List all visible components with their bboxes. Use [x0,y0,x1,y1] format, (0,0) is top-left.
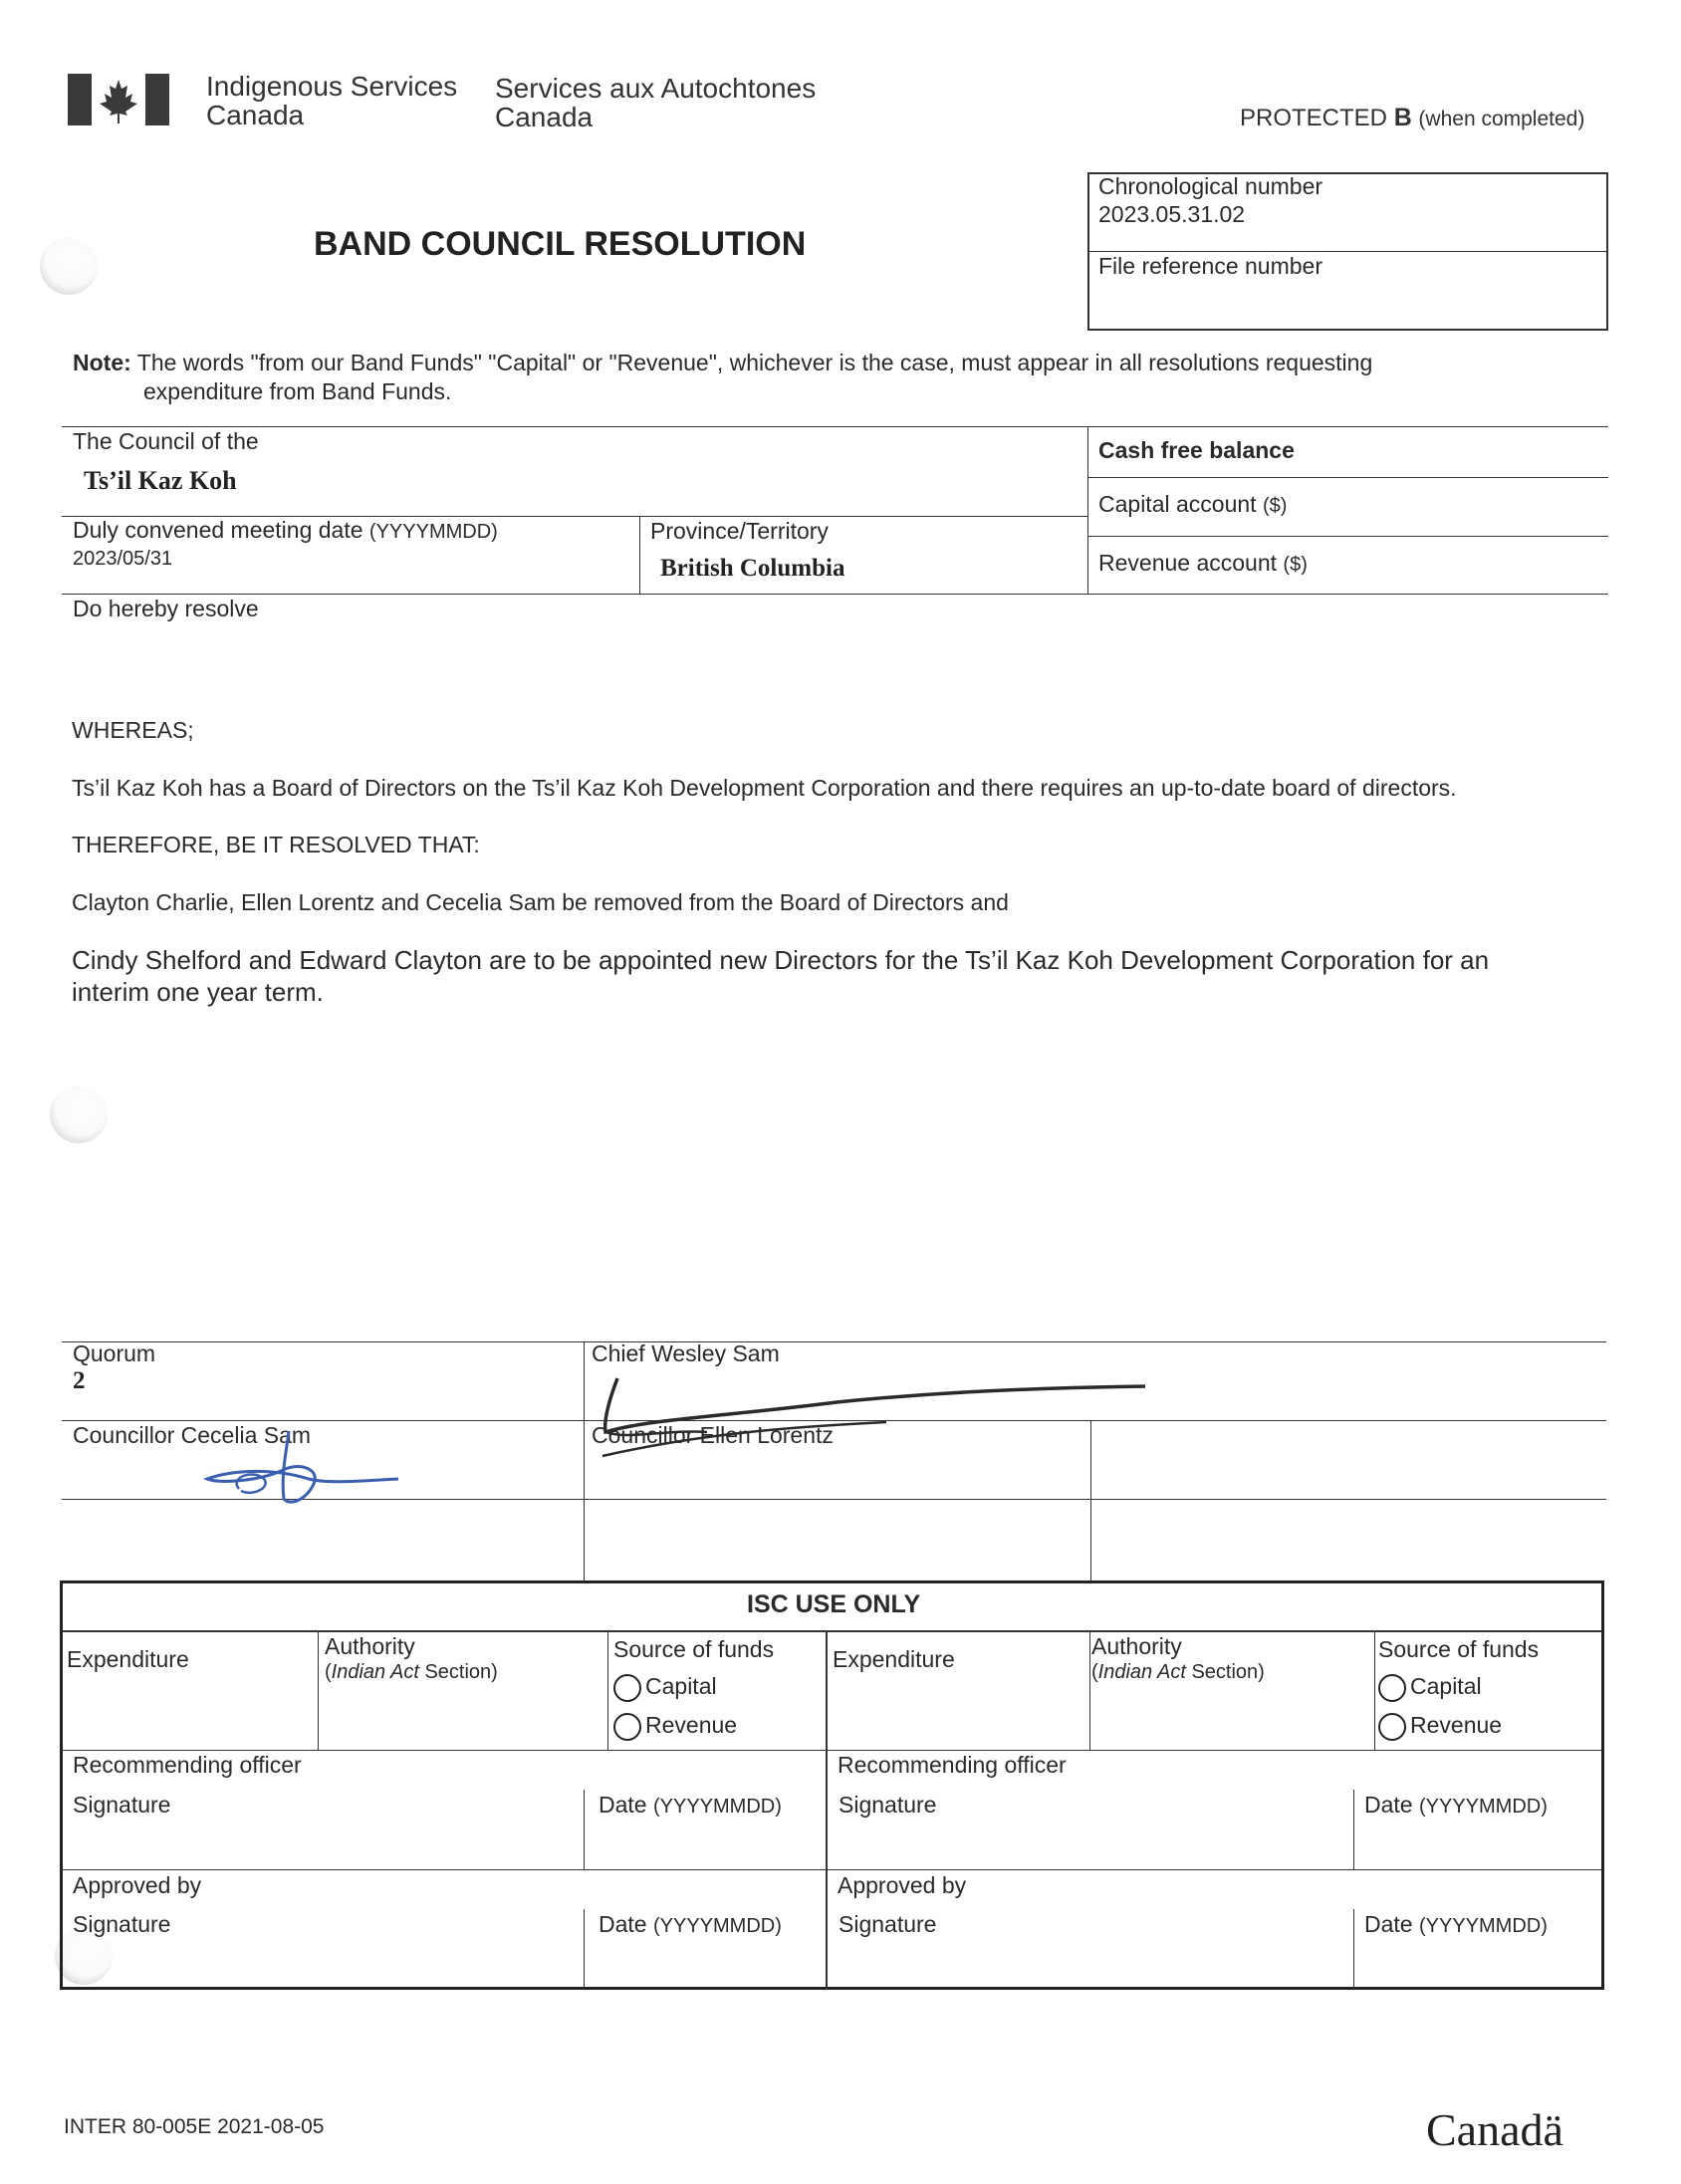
recommending-signature-label: Signature [73,1792,171,1818]
recommending-date-label-2: Date (YYYYMMDD) [1364,1792,1548,1818]
cash-free-balance-label: Cash free balance [1098,437,1295,463]
resolution-paragraph-1: Ts’il Kaz Koh has a Board of Directors on the Ts’il Kaz Koh Development Corporation and there requires an up-to-date board of directors. [72,775,1457,801]
resolve-label: Do hereby resolve [73,596,259,621]
recommending-officer-label-2: Recommending officer [838,1752,1067,1778]
approved-signature-label-2: Signature [839,1911,937,1937]
approved-date-label: Date (YYYYMMDD) [599,1911,782,1937]
canada-flag-icon [68,74,169,125]
recommending-officer-label: Recommending officer [73,1752,302,1778]
resolution-paragraph-3: Cindy Shelford and Edward Clayton are to be appointed new Directors for the Ts’il Kaz Koh Development Corporation for an interim one year term. [72,945,1490,1007]
revenue-account-label: Revenue account ($) [1098,550,1308,576]
expenditure-label: Expenditure [67,1646,189,1672]
isc-title: ISC USE ONLY [747,1590,921,1618]
form-code: INTER 80-005E 2021-08-05 [64,2115,325,2138]
quorum-value[interactable]: 2 [73,1367,86,1394]
file-reference-label: File reference number [1098,253,1322,279]
punch-hole [40,237,98,295]
department-name-fr: Services aux Autochtones Canada [495,73,817,132]
chief-signature-mark [588,1374,1155,1474]
therefore-heading: THEREFORE, BE IT RESOLVED THAT: [72,832,480,857]
chief-signatory: Chief Wesley Sam [592,1340,780,1366]
recommending-signature-label-2: Signature [839,1792,937,1818]
punch-hole [50,1086,108,1143]
whereas-heading: WHEREAS; [72,717,194,743]
quorum-label: Quorum [73,1340,156,1366]
canada-wordmark: Canadä [1426,2104,1563,2155]
revenue-radio-2[interactable]: Revenue [1378,1712,1502,1741]
province-value[interactable]: British Columbia [660,555,845,582]
page-title: BAND COUNCIL RESOLUTION [314,225,807,263]
chrono-value[interactable]: 2023.05.31.02 [1098,201,1246,227]
approved-signature-label: Signature [73,1911,171,1937]
department-name-en: Indigenous Services Canada [206,71,458,130]
capital-account-label: Capital account ($) [1098,491,1288,517]
resolution-paragraph-2: Clayton Charlie, Ellen Lorentz and Cecelia Sam be removed from the Board of Directors and [72,889,1009,915]
source-of-funds-label-2: Source of funds [1378,1636,1540,1662]
meeting-date-label: Duly convened meeting date (YYYYMMDD) [73,517,498,543]
authority-label-2: Authority (Indian Act Section) [1091,1633,1265,1683]
note: Note: The words "from our Band Funds" "Capital" or "Revenue", whichever is the case, must appear in all resolutions requesting expenditure from Band Funds. [73,350,1373,404]
revenue-radio[interactable]: Revenue [613,1712,737,1741]
capital-radio-2[interactable]: Capital [1378,1673,1482,1702]
meeting-date-value[interactable]: 2023/05/31 [73,548,173,570]
councillor-signatory-1: Councillor Cecelia Sam [73,1422,312,1448]
approved-date-label-2: Date (YYYYMMDD) [1364,1911,1548,1937]
protected-label: PROTECTED B (when completed) [1240,104,1585,131]
province-label: Province/Territory [650,518,829,544]
authority-label: Authority (Indian Act Section) [325,1633,498,1683]
approved-by-label-2: Approved by [838,1872,967,1898]
councillor-signature-mark [199,1429,408,1509]
source-of-funds-label: Source of funds [613,1636,775,1662]
expenditure-label-2: Expenditure [833,1646,955,1672]
council-label: The Council of the [73,428,259,454]
capital-radio[interactable]: Capital [613,1673,717,1702]
recommending-date-label: Date (YYYYMMDD) [599,1792,782,1818]
chrono-label: Chronological number [1098,173,1323,199]
approved-by-label: Approved by [73,1872,202,1898]
councillor-signatory-2: Councillor Ellen Lorentz [592,1422,834,1448]
council-name[interactable]: Ts’il Kaz Koh [84,466,237,495]
